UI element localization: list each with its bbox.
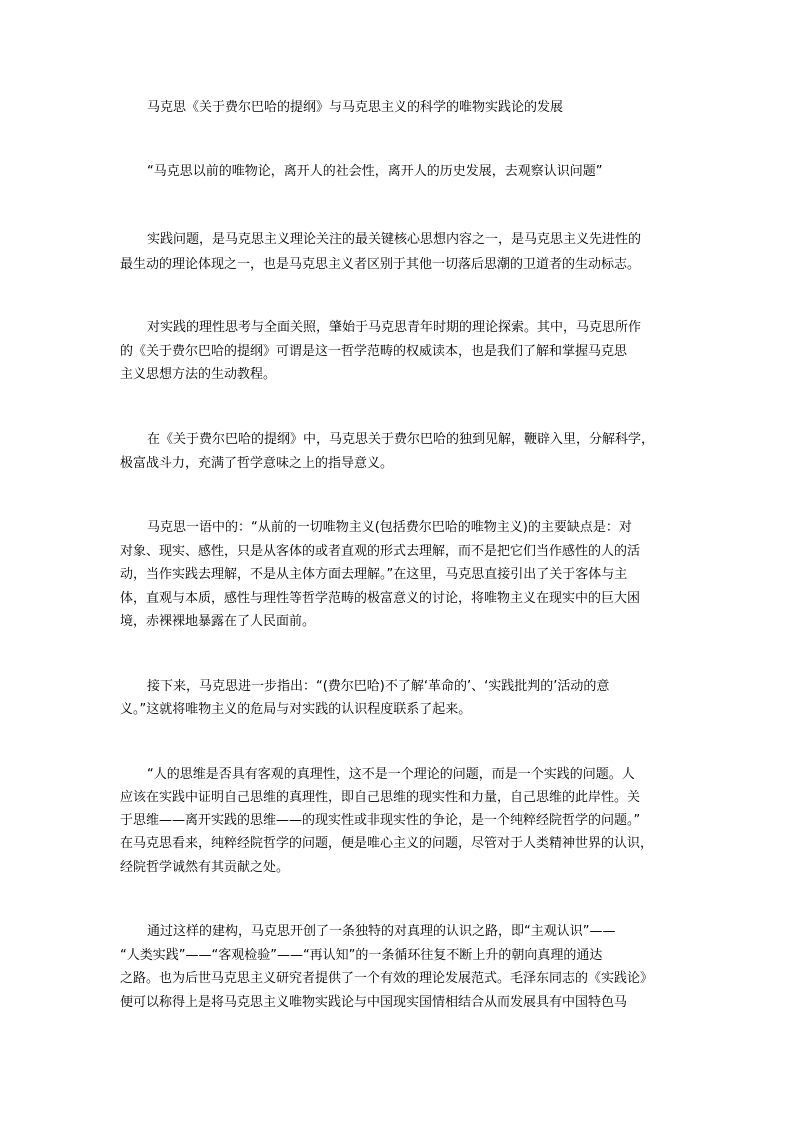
paragraph-4-line-2: 对象、现实、感性，只是从客体的或者直观的形式去理解，而不是把它们当作感性的人的活 — [120, 544, 641, 559]
paragraph-1-line-2: 最生动的理论体现之一，也是马克思主义者区别于其他一切落后思潮的卫道者的生动标志。 — [120, 257, 641, 272]
paragraph-6-line-5: 经院哲学诚然有其贡献之处。 — [120, 860, 290, 875]
paragraph-7-line-2: “人类实践”——“客观检验”——“再认知”的一条循环往复不断上升的朝向真理的通达 — [120, 948, 603, 963]
paragraph-1-line-1: 实践问题，是马克思主义理论关注的最关键核心思想内容之一，是马克思主义先进性的 — [147, 232, 642, 247]
paragraph-2-line-1: 对实践的理性思考与全面关照，肇始于马克思青年时期的理论探索。其中，马克思所作 — [147, 320, 642, 335]
paragraph-3-line-1: 在《关于费尔巴哈的提纲》中，马克思关于费尔巴哈的独到见解，鞭辟入里，分解科学， — [147, 432, 655, 447]
paragraph-4-line-3: 动，当作实践去理解，不是从主体方面去理解。”在这里，马克思直接引出了关于客体与主 — [120, 567, 628, 582]
paragraph-7-line-1: 通过这样的建构，马克思开创了一条独特的对真理的认识之路，即“主观认识”—— — [147, 924, 616, 939]
document-title: 马克思《关于费尔巴哈的提纲》与马克思主义的科学的唯物实践论的发展 — [147, 100, 564, 115]
paragraph-4-line-4: 体，直观与本质，感性与理性等哲学范畴的极富意义的讨论，将唯物主义在现实中的巨大困 — [120, 591, 641, 606]
paragraph-7-line-3: 之路。也为后世马克思主义研究者提供了一个有效的理论发展范式。毛泽东同志的《实践论》 — [120, 971, 654, 986]
paragraph-4-line-1: 马克思一语中的：“从前的一切唯物主义(包括费尔巴哈的唯物主义)的主要缺点是：对 — [147, 520, 632, 535]
paragraph-5-line-1: 接下来，马克思进一步指出：“(费尔巴哈)不了解‘革命的’、‘实践批判的’活动的意 — [147, 679, 610, 694]
paragraph-5-line-2: 义。”这就将唯物主义的危局与对实践的认识程度联系了起来。 — [120, 702, 472, 717]
paragraph-6-line-2: 应该在实践中证明自己思维的真理性，即自己思维的现实性和力量，自己思维的此岸性。关 — [120, 790, 641, 805]
paragraph-6-line-4: 在马克思看来，纯粹经院哲学的问题，便是唯心主义的问题，尽管对于人类精神世界的认识， — [120, 836, 654, 851]
paragraph-2-line-2: 的《关于费尔巴哈的提纲》可谓是这一哲学范畴的权威读本，也是我们了解和掌握马克思 — [120, 344, 628, 359]
paragraph-6-line-1: “人的思维是否具有客观的真理性，这不是一个理论的问题，而是一个实践的问题。人 — [147, 767, 635, 782]
paragraph-3-line-2: 极富战斗力，充满了哲学意味之上的指导意义。 — [120, 456, 394, 471]
paragraph-4-line-5: 境，赤裸裸地暴露在了人民面前。 — [120, 614, 316, 629]
paragraph-7-line-4: 便可以称得上是将马克思主义唯物实践论与中国现实国情相结合从而发展具有中国特色马 — [120, 995, 628, 1010]
subtitle-quote: “马克思以前的唯物论，离开人的社会性，离开人的历史发展，去观察认识问题” — [147, 164, 603, 179]
paragraph-6-line-3: 于思维——离开实践的思维——的现实性或非现实性的争论，是一个纯粹经院哲学的问题。” — [120, 813, 641, 828]
paragraph-2-line-3: 主义思想方法的生动教程。 — [120, 367, 277, 382]
